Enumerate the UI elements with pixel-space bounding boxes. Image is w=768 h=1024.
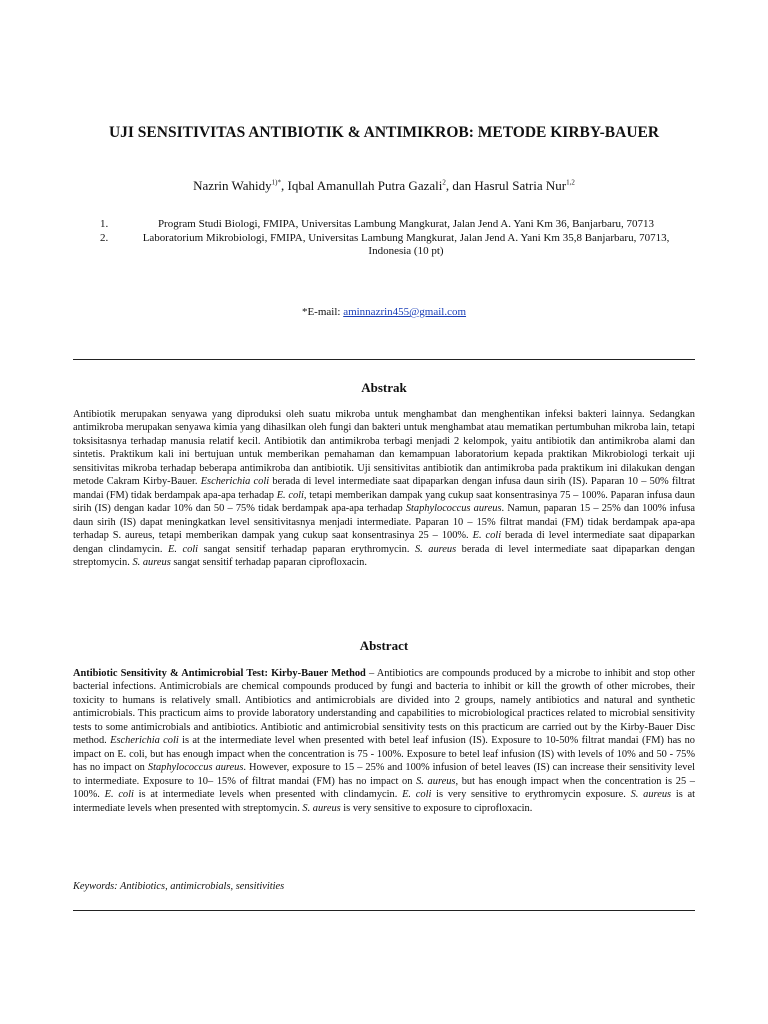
italic-term: E. coli [402, 789, 432, 801]
bottom-divider [73, 910, 695, 911]
affiliation-number: 1. [100, 218, 109, 230]
correspondence-email [100, 306, 668, 318]
italic-term: S. aureus [630, 789, 672, 801]
abstract-body [73, 667, 695, 815]
abstrak-body [73, 408, 695, 569]
paper-title: UJI SENSITIVITAS ANTIBIOTIK & ANTIMIKROB: METODE KIRBY-BAUER [108, 124, 660, 141]
affiliation-item [100, 218, 678, 232]
italic-term: E. coli [472, 530, 502, 542]
text-run: berada di level intermediate saat dipaparkan dengan clindamycin. [73, 530, 695, 555]
text-run: . However, exposure to 15 – 25% and 100% infusion of betel leaves (IS) can increase their sensitivity level to intermediate. Exposure to 10– 15% of filtrat mandai (FM) has no impact on [73, 762, 695, 787]
italic-term: S. aureus [132, 556, 171, 568]
bold-lead: Antibiotic Sensitivity & Antimicrobial Test: Kirby-Bauer Method [73, 668, 366, 679]
author-1-sep: , [280, 178, 288, 193]
italic-term: E. coli [168, 543, 199, 555]
text-run: is at intermediate levels when presented with clindamycin. [133, 789, 403, 801]
author-list [40, 177, 728, 195]
affiliation-text: Laboratorium Mikrobiologi, FMIPA, Universitas Lambung Mangkurat, Jalan Jend A. Yani Km 35,8 Banjarbaru, 70713, Indonesia (10 pt) [142, 231, 670, 257]
author-2-sup: 2 [442, 178, 446, 187]
text-run: berada di level intermediate saat dipaparkan dengan infusa daun sirih (IS). Paparan 10 – 50% filtrat mandai (FM) tidak berdampak apa-apa terhadap [73, 476, 695, 501]
text-run: , tetapi memberikan dampak yang cukup saat konsentrasinya 75 – 100%. Paparan infusa daun sirih (IS) dengan kadar 10% dan 50 – 75% tidak berdampak apa-apa terhadap [73, 489, 695, 515]
author-3-name: Hasrul Satria Nur [474, 178, 567, 193]
text-run: is very sensitive to erythromycin exposure. [431, 789, 631, 801]
text-run: is at the intermediate level when presented with betel leaf infusion (IS). Exposure to 10-50% filtrat mandai (FM) has no impact on E. coli, but has enough impact when the concentration is 75 - 100%. Exposure to betel leaf infusion (IS) with levels of 10% and 50 - 75% has no impact on [73, 735, 695, 774]
italic-term: E. coli [276, 489, 304, 501]
italic-term: Staphylococcus aureus [147, 762, 244, 774]
text-run: Antibiotik merupakan senyawa yang diproduksi oleh suatu mikroba untuk menghambat dan menghentikan infeksi bakteri lainnya. Sedangkan antimikroba merupakan senyawa kimia yang dihasilkan oleh fungi dan bakteri untuk menghambat atau mematikan pertumbuhan mikroba lain, tetapi toksisitasnya terhadap manusia relatif kecil. Antibiotik dan antimikroba terbagi menjadi 2 kelompok, yaitu antibiotik dan antimikroba alami dan sintetis. Praktikum kali ini bertujuan untuk memberikan pemahaman dan kemampuan laboratorium kepada praktikan Mikrobiologi terkait uji sensitivitas mikroba terhadap beberapa antimikroba dan antibiotik. Uji sensitivitas antibiotik dan antimikroba pada praktikum ini dilakukan dengan metode Cakram Kirby-Bauer. [73, 409, 695, 488]
text-run: berada di level intermediate saat dipaparkan dengan streptomycin. [73, 543, 695, 568]
italic-term: S. aureus [416, 775, 456, 787]
author-1-sup: 1)* [271, 178, 281, 187]
top-divider [73, 359, 695, 360]
italic-term: S. aureus [302, 802, 341, 814]
italic-term: Escherichia coli [110, 735, 179, 747]
text-run: sangat sensitif terhadap paparan erythromycin. [198, 543, 415, 555]
italic-term: Escherichia coli [200, 476, 270, 488]
author-2-sep: , dan [445, 178, 475, 193]
text-run: . Namun, paparan 15 – 25% dan 100% infusa daun sirih (IS) dapat meningkatkan level sensitivitasnya menjadi intermediate. Paparan 10 – 15% filtrat mandai (FM) tidak berdampak apa-apa terhadap S. aureus, tetapi memberikan dampak yang cukup saat konsentrasinya 25 – 100%. [73, 503, 695, 542]
email-link[interactable]: aminnazrin455@gmail.com [343, 306, 467, 318]
affiliation-item [100, 232, 678, 259]
keywords: Keywords: Antibiotics, antimicrobials, sensitivities [73, 881, 285, 892]
email-label: *E-mail: [301, 306, 344, 318]
text-run: is at intermediate levels when presented with streptomycin. [73, 789, 696, 814]
text-run: is very sensitive to exposure to ciprofloxacin. [340, 802, 533, 814]
author-1-name: Nazrin Wahidy [193, 178, 272, 193]
author-3-sup: 1,2 [566, 178, 575, 187]
author-2-name: Iqbal Amanullah Putra Gazali [287, 178, 443, 193]
text-run: , but has enough impact when the concentration is 25 – 100%. [73, 775, 696, 801]
italic-term: E. coli [104, 789, 134, 801]
abstract-heading: Abstract [359, 638, 409, 653]
text-run: sangat sensitif terhadap paparan ciprofloxacin. [170, 556, 367, 568]
abstrak-heading: Abstrak [361, 380, 407, 395]
text-run: – Antibiotics are compounds produced by a microbe to inhibit and stop other bacterial infections. Antimicrobials are chemical compounds produced by fungi and bacteria to inhibit or kill the growth of other microbes, their toxicity to humans is relatively small. Antibiotics and antimicrobials are divided into 2 groups, namely antibiotics and natural and synthetic antimicrobials. This practicum aims to provide laboratory understanding and capabilities to microbiological practices related to microbial sensitivity tests to some antimicrobials and antibiotics. Antibiotic and antimicrobial sensitivity tests on this practicum are carried out by the Kirby-Bauer Disc method. [73, 668, 695, 747]
italic-term: S. aureus [414, 543, 457, 555]
italic-term: Staphylococcus aureus [405, 503, 502, 515]
affiliation-text: Program Studi Biologi, FMIPA, Universitas Lambung Mangkurat, Jalan Jend A. Yani Km 36, Banjarbaru, 70713 [157, 218, 655, 230]
affiliation-list [100, 218, 678, 259]
affiliation-number: 2. [100, 231, 109, 244]
